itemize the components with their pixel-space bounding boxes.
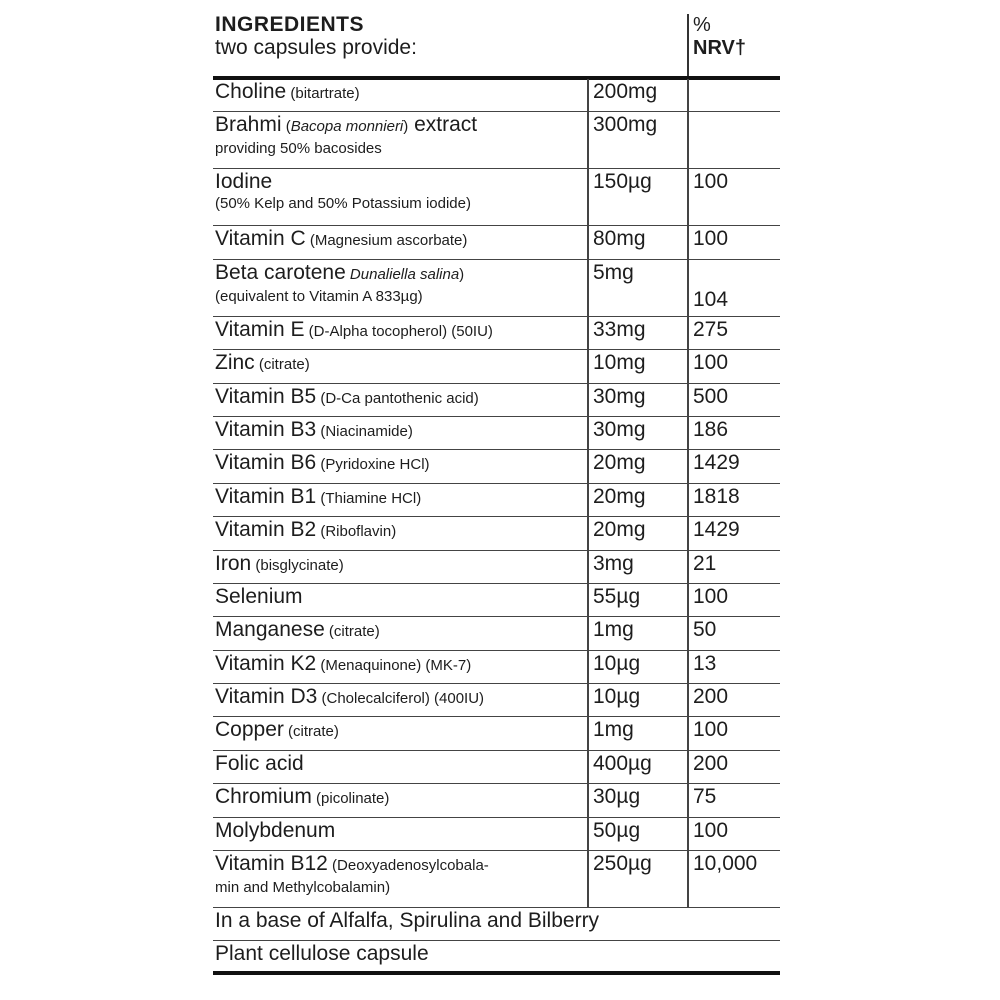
table-row [213,717,780,750]
ingredients-table [213,79,780,975]
ingredient-cell [213,751,587,783]
amount-cell: 3mg [587,551,687,583]
ingredient-detail-close: ) [459,265,465,283]
nrv-cell [687,79,780,111]
amount-cell: 10mg [587,350,687,382]
ingredient-source: Dunaliella salina [345,265,460,283]
ingredient-name: Vitamin K2 [215,651,317,675]
ingredient-detail: (Menaquinone) (MK-7) [316,656,472,674]
ingredient-detail-close: ) [403,118,409,136]
ingredient-cell [213,651,587,683]
table-row [213,617,780,650]
ingredient-cell [213,818,587,850]
amount-cell: 5mg [587,260,687,316]
ingredient-cell [213,226,587,258]
table-header [215,14,417,60]
table-row [213,260,780,317]
ingredient-name: Zinc [215,351,255,375]
nrv-column-header [687,14,746,77]
ingredient-name: Copper [215,718,284,742]
nrv-label: NRV† [693,37,746,59]
amount-cell: 400µg [587,751,687,783]
amount-cell: 150µg [587,169,687,225]
ingredient-detail: (Thiamine HCl) [316,489,422,507]
ingredient-cell [213,717,587,749]
amount-cell: 33mg [587,317,687,349]
ingredient-detail-line2: (equivalent to Vitamin A 833µg) [215,287,423,305]
amount-cell: 250µg [587,851,687,907]
ingredient-detail: (Riboflavin) [316,523,397,541]
ingredient-name: Vitamin D3 [215,685,318,709]
table-row [213,784,780,817]
nrv-cell: 1429 [687,450,780,482]
nrv-cell: 10,000 [687,851,780,907]
ingredient-detail: (Pyridoxine HCl) [316,456,430,474]
footer-text: In a base of Alfalfa, Spirulina and Bilberry [215,909,600,933]
amount-cell: 30mg [587,384,687,416]
nrv-cell: 21 [687,551,780,583]
nrv-cell: 104 [687,260,780,316]
ingredient-name: Vitamin B1 [215,484,317,508]
amount-cell: 10µg [587,684,687,716]
table-row [213,350,780,383]
table-row [213,584,780,617]
ingredient-detail: (picolinate) [311,790,390,808]
ingredient-name: Manganese [215,618,325,642]
nrv-cell: 100 [687,350,780,382]
serving-subtitle: two capsules provide: [215,36,417,59]
nrv-cell: 50 [687,617,780,649]
nrv-cell: 200 [687,751,780,783]
table-row [213,818,780,851]
ingredient-detail-line2: (50% Kelp and 50% Potassium iodide) [215,195,471,213]
ingredient-detail: (D-Ca pantothenic acid) [316,389,479,407]
ingredient-name-suffix: extract [408,113,478,137]
ingredient-detail: ( [281,118,291,136]
ingredient-cell [213,450,587,482]
ingredient-cell [213,417,587,449]
ingredient-name: Brahmi [215,113,282,137]
nrv-cell: 1818 [687,484,780,516]
table-row [213,450,780,483]
table-row [213,79,780,112]
footer-row [213,941,780,974]
table-row [213,484,780,517]
amount-cell: 200mg [587,79,687,111]
ingredient-detail: (bitartrate) [286,85,360,102]
ingredient-cell [213,317,587,349]
nrv-cell: 100 [687,717,780,749]
nrv-cell: 100 [687,169,780,225]
ingredient-cell [213,851,587,907]
ingredient-cell [213,584,587,616]
amount-cell: 20mg [587,484,687,516]
nrv-cell: 186 [687,417,780,449]
amount-cell: 55µg [587,584,687,616]
ingredient-name: Iron [215,551,252,575]
ingredient-name: Beta carotene [215,260,346,284]
ingredient-cell [213,484,587,516]
table-row [213,226,780,259]
nrv-percent-label: % [693,14,711,36]
ingredients-title: INGREDIENTS [215,13,365,36]
table-row [213,551,780,584]
ingredient-name: Chromium [215,785,312,809]
ingredient-detail: (Magnesium ascorbate) [305,232,468,250]
ingredient-name: Vitamin B12 [215,852,328,876]
footer-row [213,908,780,941]
ingredient-cell [213,169,587,225]
footer-text: Plant cellulose capsule [215,942,429,966]
table-row [213,112,780,169]
amount-cell: 50µg [587,818,687,850]
amount-cell: 1mg [587,717,687,749]
ingredient-detail: (D-Alpha tocopherol) (50IU) [304,322,493,340]
nrv-cell: 100 [687,584,780,616]
ingredient-cell [213,260,587,316]
amount-cell: 80mg [587,226,687,258]
ingredient-cell [213,551,587,583]
ingredient-detail: (citrate) [254,356,310,374]
nrv-cell: 13 [687,651,780,683]
table-row [213,169,780,226]
ingredient-detail: (Niacinamide) [316,422,413,440]
ingredient-name: Vitamin B5 [215,384,317,408]
amount-cell: 20mg [587,450,687,482]
ingredient-cell [213,79,587,111]
table-row [213,684,780,717]
ingredient-cell [213,517,587,549]
ingredient-detail: (citrate) [283,723,339,741]
nrv-cell: 100 [687,226,780,258]
ingredient-name: Molybdenum [215,818,336,842]
table-row [213,851,780,908]
ingredient-detail: (Deoxyadenosylcobala- [327,857,489,875]
table-row [213,517,780,550]
amount-cell: 300mg [587,112,687,168]
ingredient-name: Vitamin B6 [215,451,317,475]
ingredient-name: Choline [215,80,287,103]
amount-cell: 1mg [587,617,687,649]
ingredient-cell [213,784,587,816]
amount-cell: 10µg [587,651,687,683]
ingredient-name: Vitamin B2 [215,518,317,542]
ingredient-detail: (Cholecalciferol) (400IU) [317,690,485,708]
nrv-cell: 1429 [687,517,780,549]
amount-cell: 30mg [587,417,687,449]
nrv-cell: 100 [687,818,780,850]
table-row [213,651,780,684]
nrv-cell: 75 [687,784,780,816]
ingredient-name: Vitamin C [215,227,306,251]
ingredient-detail: (bisglycinate) [251,556,344,574]
ingredient-name: Selenium [215,584,303,608]
ingredient-cell [213,112,587,168]
ingredient-cell [213,384,587,416]
ingredient-name: Folic acid [215,751,304,775]
ingredient-cell [213,350,587,382]
amount-cell: 20mg [587,517,687,549]
ingredient-detail-line2: min and Methylcobalamin) [215,879,391,897]
amount-cell: 30µg [587,784,687,816]
ingredient-detail-line2: providing 50% bacosides [215,140,382,158]
nrv-cell: 275 [687,317,780,349]
ingredient-source: Bacopa monnieri [290,118,404,136]
ingredient-cell [213,684,587,716]
nrv-cell [687,112,780,168]
table-row [213,384,780,417]
table-row [213,751,780,784]
nrv-cell: 200 [687,684,780,716]
ingredient-name: Vitamin E [215,317,305,341]
table-row [213,317,780,350]
nrv-cell: 500 [687,384,780,416]
ingredient-cell [213,617,587,649]
ingredient-name: Iodine [215,170,273,194]
ingredient-detail: (citrate) [324,623,380,641]
table-row [213,417,780,450]
ingredient-name: Vitamin B3 [215,417,317,441]
